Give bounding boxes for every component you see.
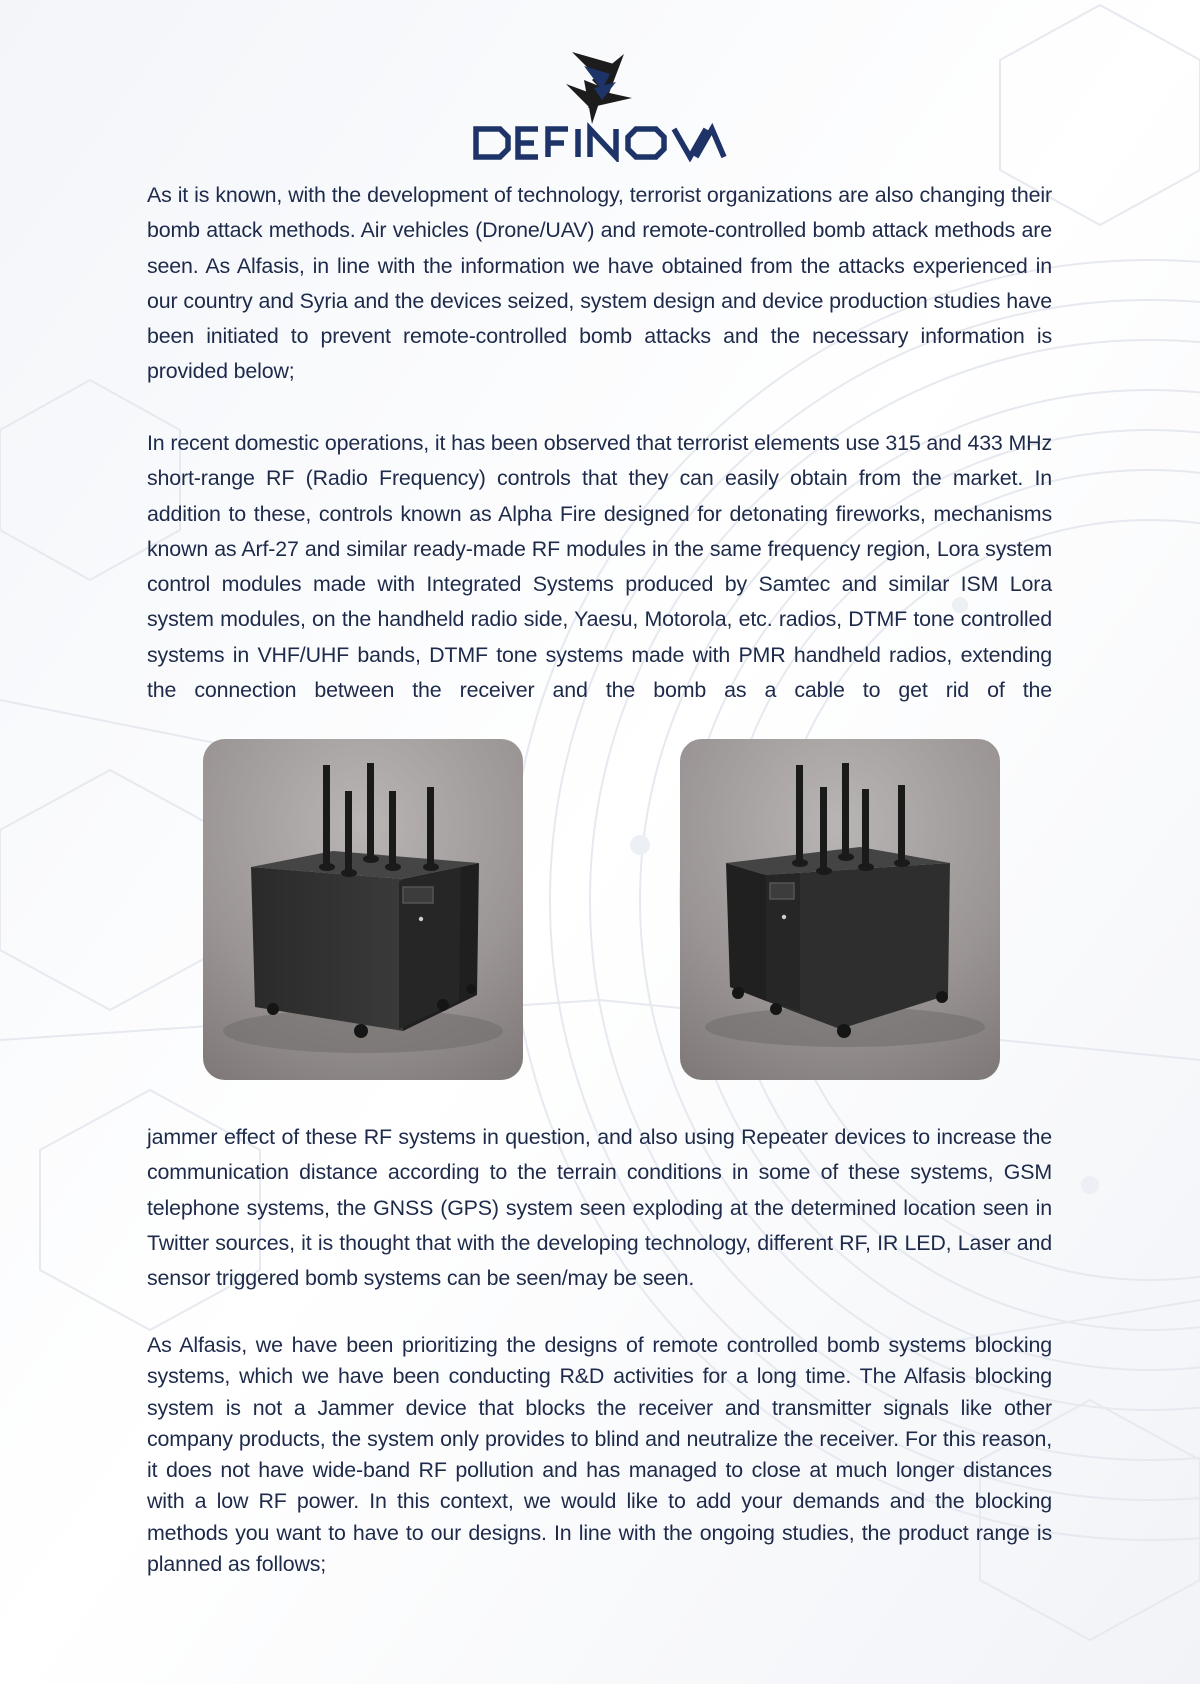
paragraph-rf-controls: In recent domestic operations, it has been observed that terrorist elements use 315 and 433 MHz short-range RF (Radio Frequency) controls that they can easily obtain from the market. In addition to these, controls known as Alpha Fire designed for detonating fireworks, mechanisms known as Arf-27 and similar ready-made RF modules in the same frequency region, Lora system control modules made with Integrated Systems produced by Samtec and similar ISM Lora system modules, on the handheld radio side, Yaesu, Motorola, etc. radios, DTMF tone controlled systems in VHF/UHF bands, DTMF tone systems made with PMR handheld radios, extending the connection between the receiver and the bomb as a cable to get rid of the: [147, 431, 1052, 703]
paragraph-intro: As it is known, with the development of technology, terrorist organizations are also changing their bomb attack methods. Air vehicles (Drone/UAV) and remote-controlled bomb attack methods are seen. As Alfasis, in line with the information we have obtained from the attacks experienced in our country and Syria and the devices seized, system design and device production studies have been initiated to prevent remote-controlled bomb attacks and the necessary information is provided below;: [147, 183, 1052, 384]
logo-mark: [470, 46, 730, 162]
blocking-device-image: [680, 739, 1000, 1080]
product-photo-front: [203, 739, 523, 1080]
paragraph-jammer-effect: jammer effect of these RF systems in question, and also using Repeater devices to increase the communication distance according to the terrain conditions in some of these systems, GSM telephone systems, the GNSS (GPS) system seen exploding at the determined location seen in Twitter sources, it is thought that with the developing technology, different RF, IR LED, Laser and sensor triggered bomb systems can be seen/may be seen.: [147, 1125, 1052, 1291]
product-photo-angle: [680, 739, 1000, 1080]
blocking-device-image: [203, 739, 523, 1080]
paragraph-alfasis-blocking: As Alfasis, we have been prioritizing the designs of remote controlled bomb systems blocking systems, which we have been conducting R&D activities for a long time. The Alfasis blocking system is not a Jammer device that blocks the receiver and transmitter signals like other company products, the system only provides to blind and neutralize the receiver. For this reason, it does not have wide-band RF pollution and has managed to close at much longer distances with a low RF power. In this context, we would like to add your demands and the blocking methods you want to have to our designs. In line with the ongoing studies, the product range is planned as follows;: [147, 1333, 1052, 1577]
definova-logo: [470, 46, 730, 162]
